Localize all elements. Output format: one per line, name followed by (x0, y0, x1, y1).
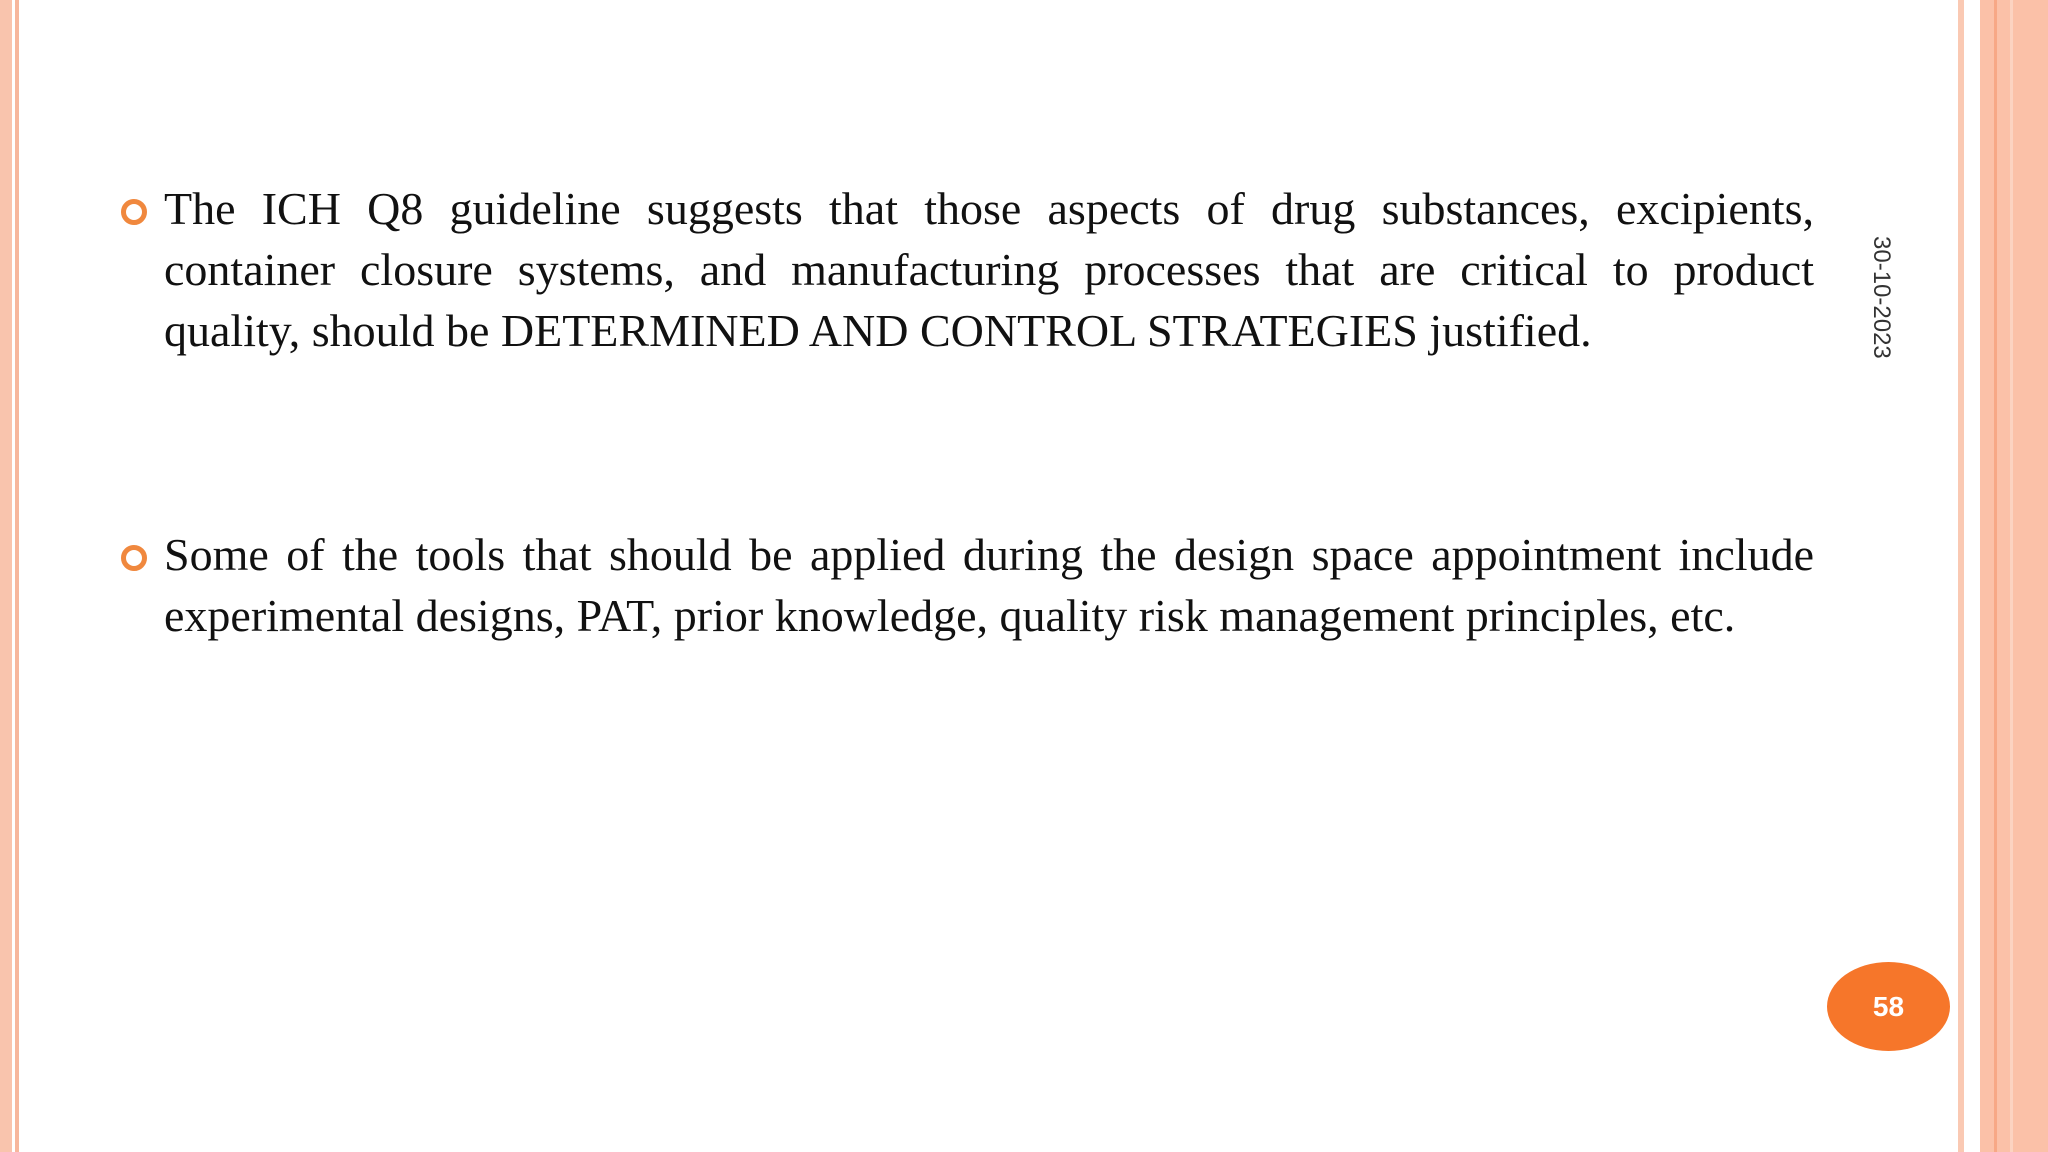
hollow-circle-bullet-icon (121, 545, 147, 571)
bullet-text: The ICH Q8 guideline suggests that those aspects of drug substances, excipients, container closure systems, and manufacturing processes that are critical to product quality, should be DETERMINED AND CONTROL STRATEGIES justified. (164, 183, 1814, 356)
slide-content (118, 178, 1814, 646)
right-border-band (1980, 0, 2048, 1152)
left-border-stripe (0, 0, 12, 1152)
left-border-line (15, 0, 19, 1152)
page-number-badge (1827, 962, 1950, 1051)
right-border-line (1958, 0, 1964, 1152)
right-border-band-line-light (2010, 0, 2013, 1152)
bullet-item (118, 524, 1814, 646)
right-border-band-line (1994, 0, 1997, 1152)
hollow-circle-bullet-icon (121, 199, 147, 225)
slide-date: 30-10-2023 (1868, 236, 1895, 359)
page-number: 58 (1872, 990, 1905, 1022)
bullet-text: Some of the tools that should be applied during the design space appointment include experimental designs, PAT, prior knowledge, quality risk management principles, etc. (164, 529, 1814, 641)
bullet-item (118, 178, 1814, 361)
